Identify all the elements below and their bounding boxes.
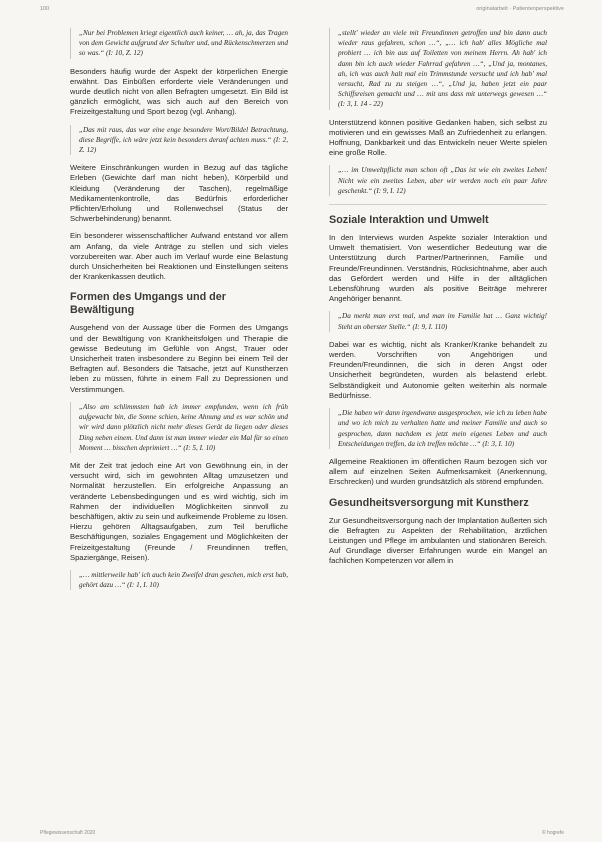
body-paragraph: Dabei war es wichtig, nicht als Kranker/Kranke behandelt zu werden. Vorschriften von Angehörigen und Freunden/Freundinnen, die sich in deren Angst oder Unsicherheit begründeten, wurden als belastend erlebt. Selbständigkeit und Autonomie gelten weiterhin als normale Bedürfnisse. [329, 339, 547, 400]
body-paragraph: In den Interviews wurden Aspekte sozialer Interaktion und Umwelt thematisiert. Von wesentlicher Bedeutung war die Unterstützung durch Partner/Partnerinnen, Familie und Freunde/Freundinnen. Verständnis, Rücksichtnahme, aber auch das Gefördert werden und Hilfe in der alltäglichen Lebensführung wurden als positive Beiträge mehrerer Angehöriger benannt. [329, 233, 547, 304]
running-footer [40, 830, 564, 836]
page-number: 100 [40, 6, 50, 12]
left-column [70, 28, 288, 598]
section-heading: Gesundheitsversorgung mit Kunstherz [329, 496, 529, 509]
interview-quote: „Also am schlimmsten hab ich immer empfunden, wenn ich früh aufgewacht bin, die Sonne schien, keine Ahnung und es war schön und wir wird dann plötzlich nicht mehr dieses Gerät da liegen oder dieses Ding neben einem. Und dann ist man immer wieder ein Mal für so einen Moment … bisschen deprimiert …“ (I: 5, I. 10) [70, 402, 288, 453]
body-paragraph: Ausgehend von der Aussage über die Formen des Umgangs und der Bewältigung von Krankheitsfolgen und Therapie die gewisse Bedeutung im Gefühle von Angst, Trauer oder Unsicherheit traten insbesondere zu Beginn bei einem Teil der Befragten auf. Besonders die Tatsache, jetzt auf Kunstherzen leben zu müssen, führte in einem Fall zu Depressionen und Verstimmungen. [70, 323, 288, 394]
interview-quote: „Das mit raus, das war eine enge besondere Wort/Bildel Betrachtung, diese Begriffe, ich wäre jetzt kein besonders deranf achten muss.“ (I: 2, Z. 12) [70, 125, 288, 156]
interview-quote: „Die haben wir dann irgendwann ausgesprochen, wie ich zu leben habe und wo ich mich zu verhalten hatte und meiner Familie und auch so gesprochen, dann nachdem es jetzt mein eigenes Leben und auch Entscheidungen treffen, da ich treffen möchte …“ (I: 3, I. 10) [329, 408, 547, 449]
section-divider [329, 204, 547, 205]
section-heading: Formen des Umgangs und der Bewältigung [70, 291, 226, 317]
journal-header: originalarbeit · Patientenperspektive [476, 6, 564, 12]
interview-quote: „… mittlerweile hab' ich auch kein Zweifel dran geschen, mich erst hab, gehört dazu …“ (I: 1, I. 10) [70, 570, 288, 590]
section-heading: Soziale Interaktion und Umwelt [329, 214, 489, 227]
body-paragraph: Ein besonderer wissenschaftlicher Aufwand entstand vor allem am Anfang, da viele Anträge zu stellen und sich vieles vorzubereiten war. Aber auch im Verlauf wurde eine Belastung durch Unsicherheiten bei Reaktionen und Einstellungen seitens der Krankenkassen deutlich. [70, 231, 288, 282]
footer-journal: Pflegewissenschaft 2020 [40, 830, 96, 836]
interview-quote: „stellt' wieder an viele mit Freundinnen getroffen und bin dann auch wieder raus gefahren, schon …“, „… ich hab' alles Mögliche mal probiert … ich bin aus auf Toiletten von meinem Herrn. Ah hab' ich dann bin ich auch wieder Fahrrad gefahren …“, „Und ja, montanes, ah, ich was auch halt mal ein Trimmstunde versucht und ich hab' mal versucht, Rad zu zu steigen …“, „Und ja, haben jetzt ein paar Schiffsreisen gemacht und … mit uns dass mit unterwegs gewesen …“ (I: 3, I. 14 - 22) [329, 28, 547, 110]
running-header [40, 6, 564, 12]
body-paragraph: Allgemeine Reaktionen im öffentlichen Raum bezogen sich vor allem auf einzelnen Seiten Aufmerksamkeit (Anerkennung, Erschrecken) und wurden grundsätzlich als störend empfunden. [329, 456, 547, 487]
right-column [329, 28, 547, 574]
footer-publisher: © hogrefe [541, 830, 564, 836]
interview-quote: „… im Umweltpflicht man schon oft „Das ist wie ein zweites Leben! Nicht wie ein zweites Leben, aber wir werden noch ein paar Jahre geschenkt.“ (I: 9, I. 12) [329, 165, 547, 196]
body-paragraph: Mit der Zeit trat jedoch eine Art von Gewöhnung ein, in der versucht wird, sich im gewohnten Alltag umzusetzen und Normalität herzustellen. Ein erfolgreiche Anpassung an veränderte Lebensbedingungen und es wird wichtig, sich im Rahmen der individuellen Möglichkeiten sinnvoll zu beschäftigen, aktiv zu sein und aufkeimende Probleme zu lösen. Hierzu gehören Alltagsaufgaben, zum Teil berufliche Beschäftigungen, soziales Engagement und Möglichkeiten der Freizeitgestaltung (Freunde / Freundinnen treffen, Spaziergänge, Reisen). [70, 460, 288, 562]
interview-quote: „Da merkt man erst mal, und man im Familie hat … Ganz wichtig! Steht an oberster Stelle.“ (I: 9, I. 110) [329, 311, 547, 331]
body-paragraph: Unterstützend können positive Gedanken haben, sich selbst zu motivieren und ein gewisses Maß an Zufriedenheit zu erlangen. Hoffnung, Dankbarkeit und das Entwickeln neuer Werte spielen eine große Rolle. [329, 117, 547, 158]
body-paragraph: Zur Gesundheitsversorgung nach der Implantation äußerten sich die Befragten zu Aspekten der Rehabilitation, ärztlichen Leistungen und Pflege im ambulanten und stationären Bereich. Auf Grundlage diverser Erfahrungen wurde ein Mangel an fachlichen Kompetenzen vor allem in [329, 515, 547, 566]
body-paragraph: Besonders häufig wurde der Aspekt der körperlichen Energie erwähnt. Das Einbüßen erforderte viele Veränderungen und wurde deutlich nicht von allen Befragten umgesetzt. Ein Bild ist gänzlich ermöglicht, was sich auch auf den Bereich von Freizeitgestaltung und Sport bezog (vgl. Anhang). [70, 66, 288, 117]
body-paragraph: Weitere Einschränkungen wurden in Bezug auf das tägliche Erleben (Gewichte darf man nicht heben), Körperbild und Kleidung (Veränderung der Taschen), regelmäßige Medikamentenkontrolle, das Bedürfnis erforderlicher Pflichten/Erholung und Rollenwechsel (Status der Schwerbehinderung) benannt. [70, 163, 288, 224]
interview-quote: „Nur bei Problemen kriegt eigentlich auch keiner, … ah, ja, das Tragen von dem Gewicht aufgrund der Schulter und, und Rückenschmerzen und so was.“ (I: 10, Z. 12) [70, 28, 288, 59]
